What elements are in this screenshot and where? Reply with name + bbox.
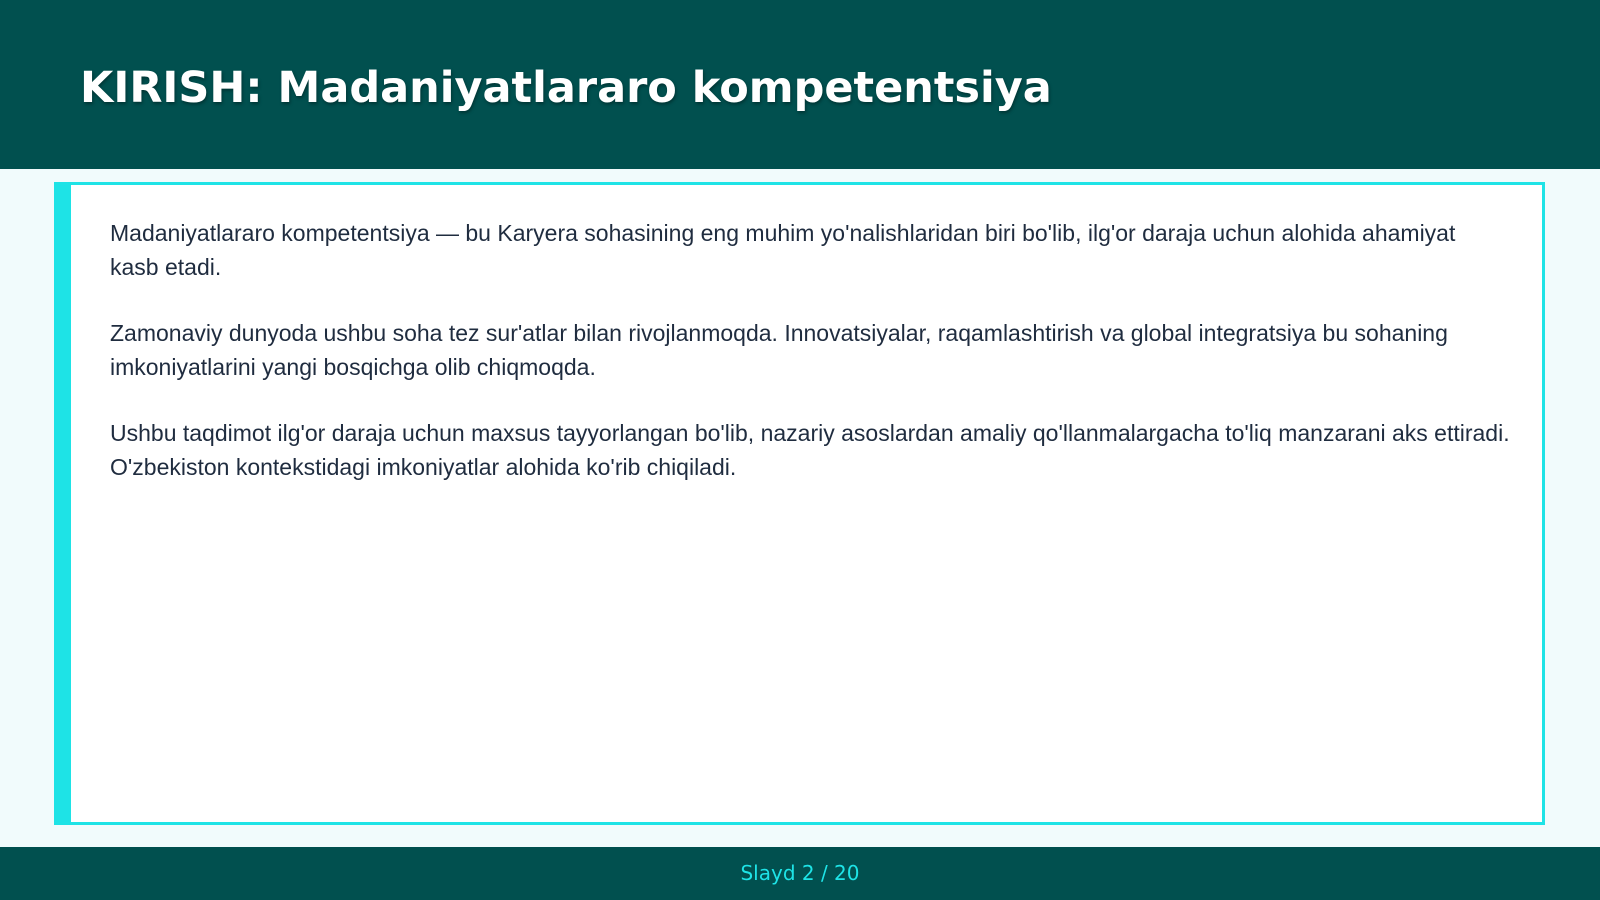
slide-counter: Slayd 2 / 20	[740, 861, 860, 885]
presentation-scope-paragraph: Ushbu taqdimot ilg'or daraja uchun maxsus tayyorlangan bo'lib, nazariy asoslardan amaliy qo'llanmalargacha to'liq manzarani aks ettiradi. O'zbekiston kontekstidagi imkoniyatlar alohida ko'rib chiqiladi.	[110, 420, 1510, 480]
modern-world-paragraph: Zamonaviy dunyoda ushbu soha tez sur'atlar bilan rivojlanmoqda. Innovatsiyalar, raqamlashtirish va global integratsiya bu sohaning imkoniyatlarini yangi bosqichga olib chiqmoqda.	[110, 320, 1448, 380]
content-box	[54, 182, 1545, 825]
slide-footer	[0, 847, 1600, 900]
intro-paragraph: Madaniyatlararo kompetentsiya — bu Karyera sohasining eng muhim yo'nalishlaridan biri bo'lib, ilg'or daraja uchun alohida ahamiyat kasb etadi.	[110, 220, 1456, 280]
slide-title: KIRISH: Madaniyatlararo kompetentsiya	[80, 63, 1052, 113]
slide-header	[0, 0, 1600, 169]
